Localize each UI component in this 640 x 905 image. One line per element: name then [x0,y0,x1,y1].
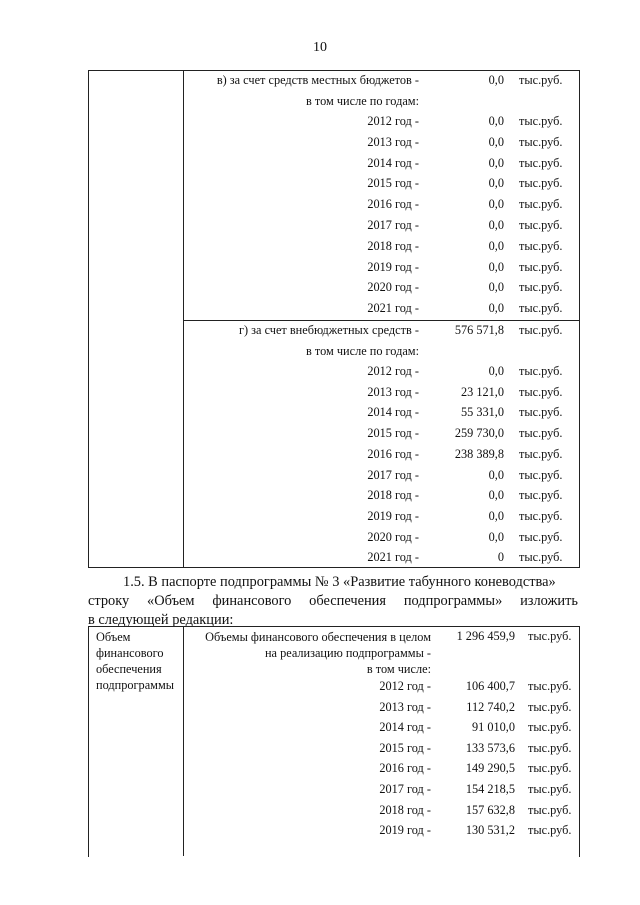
year-value: 157 632,8 [465,802,515,817]
year-unit: тыс.руб. [519,550,563,565]
year-value: 259 730,0 [454,426,504,441]
year-label: 2020 год - [367,280,419,295]
year-label: 2017 год - [367,467,419,482]
table-2-left-cell: Объем финансового обеспечения подпрограммы [96,630,174,692]
year-unit: тыс.руб. [528,823,572,838]
year-value: 0,0 [488,364,504,378]
section-v-row [183,73,579,93]
year-row [183,385,579,405]
year-value: 0,0 [488,301,504,316]
year-unit: тыс.руб. [519,529,563,544]
year-row [183,197,579,217]
year-row [183,176,579,196]
year-unit: тыс.руб. [519,176,563,191]
year-row [183,426,579,446]
year-label: 2017 год - [379,782,431,796]
year-value: 91 010,0 [471,720,515,735]
year-row [183,156,579,176]
year-label: 2015 год - [367,176,419,191]
year-unit: тыс.руб. [519,218,563,232]
year-label: 2013 год - [367,384,419,399]
year-row [183,239,579,259]
paragraph-line-3: в следующей редакции: [88,612,234,628]
year-value: 130 531,2 [465,823,515,838]
year-row [183,741,579,761]
year-value: 154 218,5 [465,782,515,796]
year-row [183,550,579,570]
year-unit: тыс.руб. [519,155,563,170]
year-unit: тыс.руб. [528,740,572,755]
year-value: 0,0 [488,508,504,523]
year-row [183,364,579,384]
year-label: 2013 год - [379,699,431,714]
year-label: 2017 год - [367,218,419,232]
year-unit: тыс.руб. [528,699,572,714]
year-unit: тыс.руб. [519,114,563,128]
page-number: 10 [313,40,327,55]
table-2-heading: Объемы финансового обеспечения в целом на реализацию подпрограммы - в том числе: [205,630,431,676]
year-row [183,135,579,155]
year-unit: тыс.руб. [519,197,563,212]
year-label: 2014 год - [379,720,431,735]
year-row [183,509,579,529]
year-label: 2016 год - [367,197,419,212]
year-value: 0,0 [488,529,504,544]
section-g-subheader: в том числе по годам: [305,344,419,358]
year-unit: тыс.руб. [519,405,563,420]
year-value: 0,0 [488,176,504,191]
year-unit: тыс.руб. [528,802,572,817]
year-row [183,823,579,843]
year-value: 149 290,5 [465,761,515,776]
year-row [183,488,579,508]
year-row [183,782,579,802]
year-unit: тыс.руб. [519,280,563,295]
year-label: 2012 год - [367,364,419,378]
paragraph-line-2: строку «Объем финансового обеспечения подпрограммы» изложить [88,593,578,609]
year-label: 2018 год - [367,238,419,253]
year-row [183,280,579,300]
year-value: 0 [497,550,504,565]
section-v-unit: тыс.руб. [519,73,563,87]
year-row [183,720,579,740]
year-value: 133 573,6 [465,740,515,755]
year-value: 112 740,2 [466,699,515,714]
year-label: 2016 год - [379,761,431,776]
year-label: 2021 год - [367,301,419,316]
year-value: 0,0 [488,238,504,253]
year-row [183,260,579,280]
year-unit: тыс.руб. [519,364,563,378]
year-label: 2021 год - [367,550,419,565]
year-label: 2015 год - [379,740,431,755]
year-unit: тыс.руб. [519,488,563,503]
year-row [183,405,579,425]
year-row [183,679,579,699]
year-row [183,447,579,467]
year-value: 0,0 [488,467,504,482]
year-unit: тыс.руб. [519,508,563,523]
year-value: 0,0 [488,134,504,149]
year-row [183,700,579,720]
year-value: 0,0 [488,218,504,232]
year-value: 0,0 [488,114,504,128]
year-label: 2014 год - [367,155,419,170]
year-unit: тыс.руб. [528,782,572,796]
year-unit: тыс.руб. [528,720,572,735]
year-value: 0,0 [488,488,504,503]
year-unit: тыс.руб. [519,384,563,399]
year-unit: тыс.руб. [519,467,563,482]
year-unit: тыс.руб. [519,446,563,461]
year-value: 23 121,0 [460,384,504,399]
year-label: 2020 год - [367,529,419,544]
year-value: 0,0 [488,155,504,170]
year-unit: тыс.руб. [519,426,563,441]
year-label: 2012 год - [367,114,419,128]
year-row [183,114,579,134]
table-2-total-row [183,629,579,649]
year-row [183,468,579,488]
year-value: 0,0 [488,197,504,212]
year-value: 55 331,0 [460,405,504,420]
year-row [183,530,579,550]
year-value: 106 400,7 [465,679,515,693]
year-row [183,803,579,823]
year-unit: тыс.руб. [519,259,563,274]
year-unit: тыс.руб. [519,238,563,253]
year-label: 2018 год - [379,802,431,817]
paragraph-line-1: 1.5. В паспорте подпрограммы № 3 «Развитие табунного коневодства» [123,574,556,590]
section-g-label: г) за счет внебюджетных средств - [238,323,419,337]
section-v-label: в) за счет средств местных бюджетов - [216,73,419,87]
year-value: 0,0 [488,280,504,295]
year-unit: тыс.руб. [528,679,572,693]
section-v-value: 0,0 [488,73,504,87]
table-2-total-value: 1 296 459,9 [456,629,515,643]
section-v-subheader: в том числе по годам: [305,94,419,108]
year-unit: тыс.руб. [519,301,563,316]
year-unit: тыс.руб. [519,134,563,149]
section-g-row [183,323,579,343]
year-label: 2019 год - [367,508,419,523]
year-label: 2015 год - [367,426,419,441]
year-value: 0,0 [488,259,504,274]
year-unit: тыс.руб. [528,761,572,776]
table-2-total-unit: тыс.руб. [528,629,572,643]
year-label: 2019 год - [367,259,419,274]
year-row [183,301,579,321]
year-row [183,218,579,238]
year-label: 2012 год - [379,679,431,693]
section-g-unit: тыс.руб. [519,323,563,337]
year-value: 238 389,8 [454,446,504,461]
year-label: 2013 год - [367,134,419,149]
year-label: 2018 год - [367,488,419,503]
section-g-value: 576 571,8 [454,323,504,337]
year-label: 2019 год - [379,823,431,838]
year-label: 2016 год - [367,446,419,461]
year-row [183,761,579,781]
year-label: 2014 год - [367,405,419,420]
